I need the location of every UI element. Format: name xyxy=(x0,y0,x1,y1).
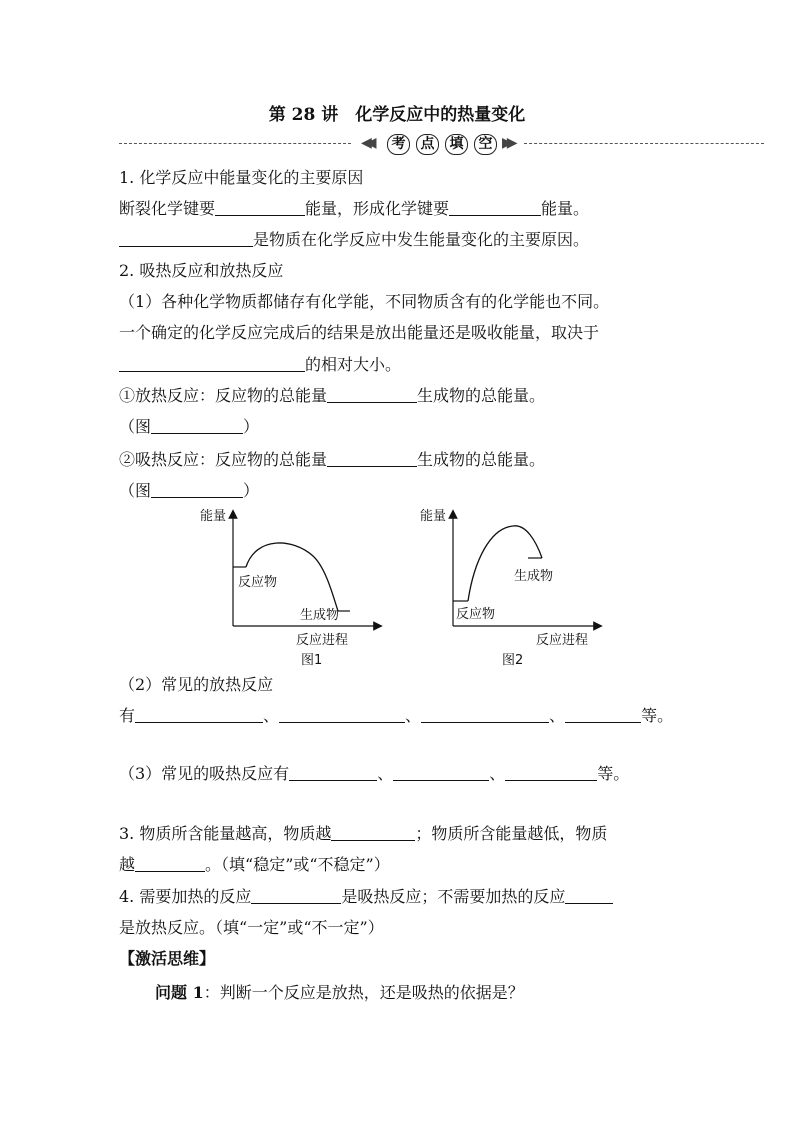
text: 生成物的总能量。 xyxy=(417,386,546,405)
section-3-line-a xyxy=(119,823,607,845)
text: 是吸热反应；不需要加热的反应 xyxy=(341,887,566,906)
question-label: 问题 1 xyxy=(155,983,204,1002)
figure-caption: 图2 xyxy=(502,653,524,668)
text: 。（填“稳定”或“不稳定”） xyxy=(205,855,390,874)
fill-blank[interactable] xyxy=(135,855,205,872)
fill-blank[interactable] xyxy=(119,230,253,247)
text: 能量。 xyxy=(541,199,590,218)
text: 、 xyxy=(549,706,566,725)
section-3-line-b xyxy=(119,854,390,876)
text: 生成物的总能量。 xyxy=(417,450,546,469)
banner-char: 空 xyxy=(474,134,497,155)
endothermic-figure-ref xyxy=(119,480,259,502)
y-axis-label: 能量 xyxy=(200,509,227,524)
text: （3）常见的吸热反应有 xyxy=(119,764,290,783)
fill-blank[interactable] xyxy=(505,764,597,781)
text: 能量，形成化学键要 xyxy=(305,199,450,218)
text: 、 xyxy=(263,706,280,725)
section-banner xyxy=(119,133,764,155)
text: ②吸热反应：反应物的总能量 xyxy=(119,450,328,469)
section-1-heading: 1. 化学反应中能量变化的主要原因 xyxy=(119,168,364,187)
product-label: 生成物 xyxy=(300,608,340,623)
text: 等。 xyxy=(597,764,630,783)
text: 、 xyxy=(377,764,394,783)
fill-blank[interactable] xyxy=(565,706,641,723)
section-4-line-a xyxy=(119,886,613,908)
question-text: ：判断一个反应是放热，还是吸热的依据是？ xyxy=(203,983,524,1002)
text: 、 xyxy=(489,764,506,783)
fill-blank[interactable] xyxy=(135,706,263,723)
endothermic-line xyxy=(119,449,545,471)
text: ；物质所含能量越低，物质 xyxy=(415,824,608,843)
text: 有 xyxy=(119,706,136,725)
fill-blank[interactable] xyxy=(327,386,417,403)
text: 是物质在化学反应中发生能量变化的主要原因。 xyxy=(253,230,590,249)
text: 等。 xyxy=(641,706,674,725)
double-chevron-left-icon: ◀◀ xyxy=(361,135,371,151)
section-2-para-3 xyxy=(119,354,401,376)
banner-char: 考 xyxy=(387,134,410,155)
energy-diagram-fig1 xyxy=(198,506,388,671)
divider-left xyxy=(119,143,351,144)
text: 3. 物质所含能量越高，物质越 xyxy=(119,824,332,843)
text: （图 xyxy=(119,481,152,500)
text: （图 xyxy=(119,417,152,436)
fill-blank[interactable] xyxy=(421,706,549,723)
exothermic-examples-line xyxy=(119,705,673,727)
fill-blank[interactable] xyxy=(327,450,417,467)
fill-blank[interactable] xyxy=(279,706,405,723)
fill-blank[interactable] xyxy=(151,417,243,434)
x-axis-label: 反应进程 xyxy=(296,633,349,648)
banner-char: 点 xyxy=(416,134,439,155)
text: ） xyxy=(243,481,260,500)
page-title: 第 28 讲 化学反应中的热量变化 xyxy=(268,105,526,125)
fill-blank[interactable] xyxy=(289,764,377,781)
fill-blank[interactable] xyxy=(393,764,489,781)
text: 4. 需要加热的反应 xyxy=(119,887,252,906)
divider-right xyxy=(524,143,764,144)
section-1-line-b xyxy=(119,229,589,251)
x-axis-label: 反应进程 xyxy=(536,633,589,648)
reactant-label: 反应物 xyxy=(456,607,496,622)
activate-thinking-heading: 【激活思维】 xyxy=(119,949,216,968)
text: 越 xyxy=(119,855,136,874)
fill-blank[interactable] xyxy=(151,481,243,498)
text: 的相对大小。 xyxy=(305,355,402,374)
text: 断裂化学键要 xyxy=(119,199,216,218)
fill-blank[interactable] xyxy=(331,824,415,841)
fill-blank[interactable] xyxy=(449,199,541,216)
fill-blank[interactable] xyxy=(119,355,305,372)
section-2-para-2: 一个确定的化学反应完成后的结果是放出能量还是吸收能量，取决于 xyxy=(119,323,600,342)
exothermic-figure-ref xyxy=(119,416,259,438)
energy-diagram-fig2 xyxy=(418,506,608,671)
text: ①放热反应：反应物的总能量 xyxy=(119,386,328,405)
section-1-line-a xyxy=(119,198,589,220)
question-1 xyxy=(155,982,524,1004)
fill-blank[interactable] xyxy=(251,887,341,904)
banner-char: 填 xyxy=(445,134,468,155)
endothermic-examples-line xyxy=(119,763,629,785)
fill-blank[interactable] xyxy=(565,887,613,904)
text: 、 xyxy=(405,706,422,725)
y-axis-label: 能量 xyxy=(420,509,447,524)
reactant-label: 反应物 xyxy=(238,575,278,590)
product-label: 生成物 xyxy=(514,569,554,584)
exothermic-line xyxy=(119,385,545,407)
figure-caption: 图1 xyxy=(301,653,323,668)
double-chevron-right-icon: ▶▶ xyxy=(502,135,512,151)
text: ） xyxy=(243,417,260,436)
section-2-2-heading: （2）常见的放热反应 xyxy=(119,675,274,694)
section-2-heading: 2. 吸热反应和放热反应 xyxy=(119,261,284,280)
section-4-line-b: 是放热反应。（填“一定”或“不一定”） xyxy=(119,918,384,937)
energy-curve xyxy=(468,526,542,601)
fill-blank[interactable] xyxy=(215,199,305,216)
section-2-para-1: （1）各种化学物质都储存有化学能，不同物质含有的化学能也不同。 xyxy=(119,292,610,311)
